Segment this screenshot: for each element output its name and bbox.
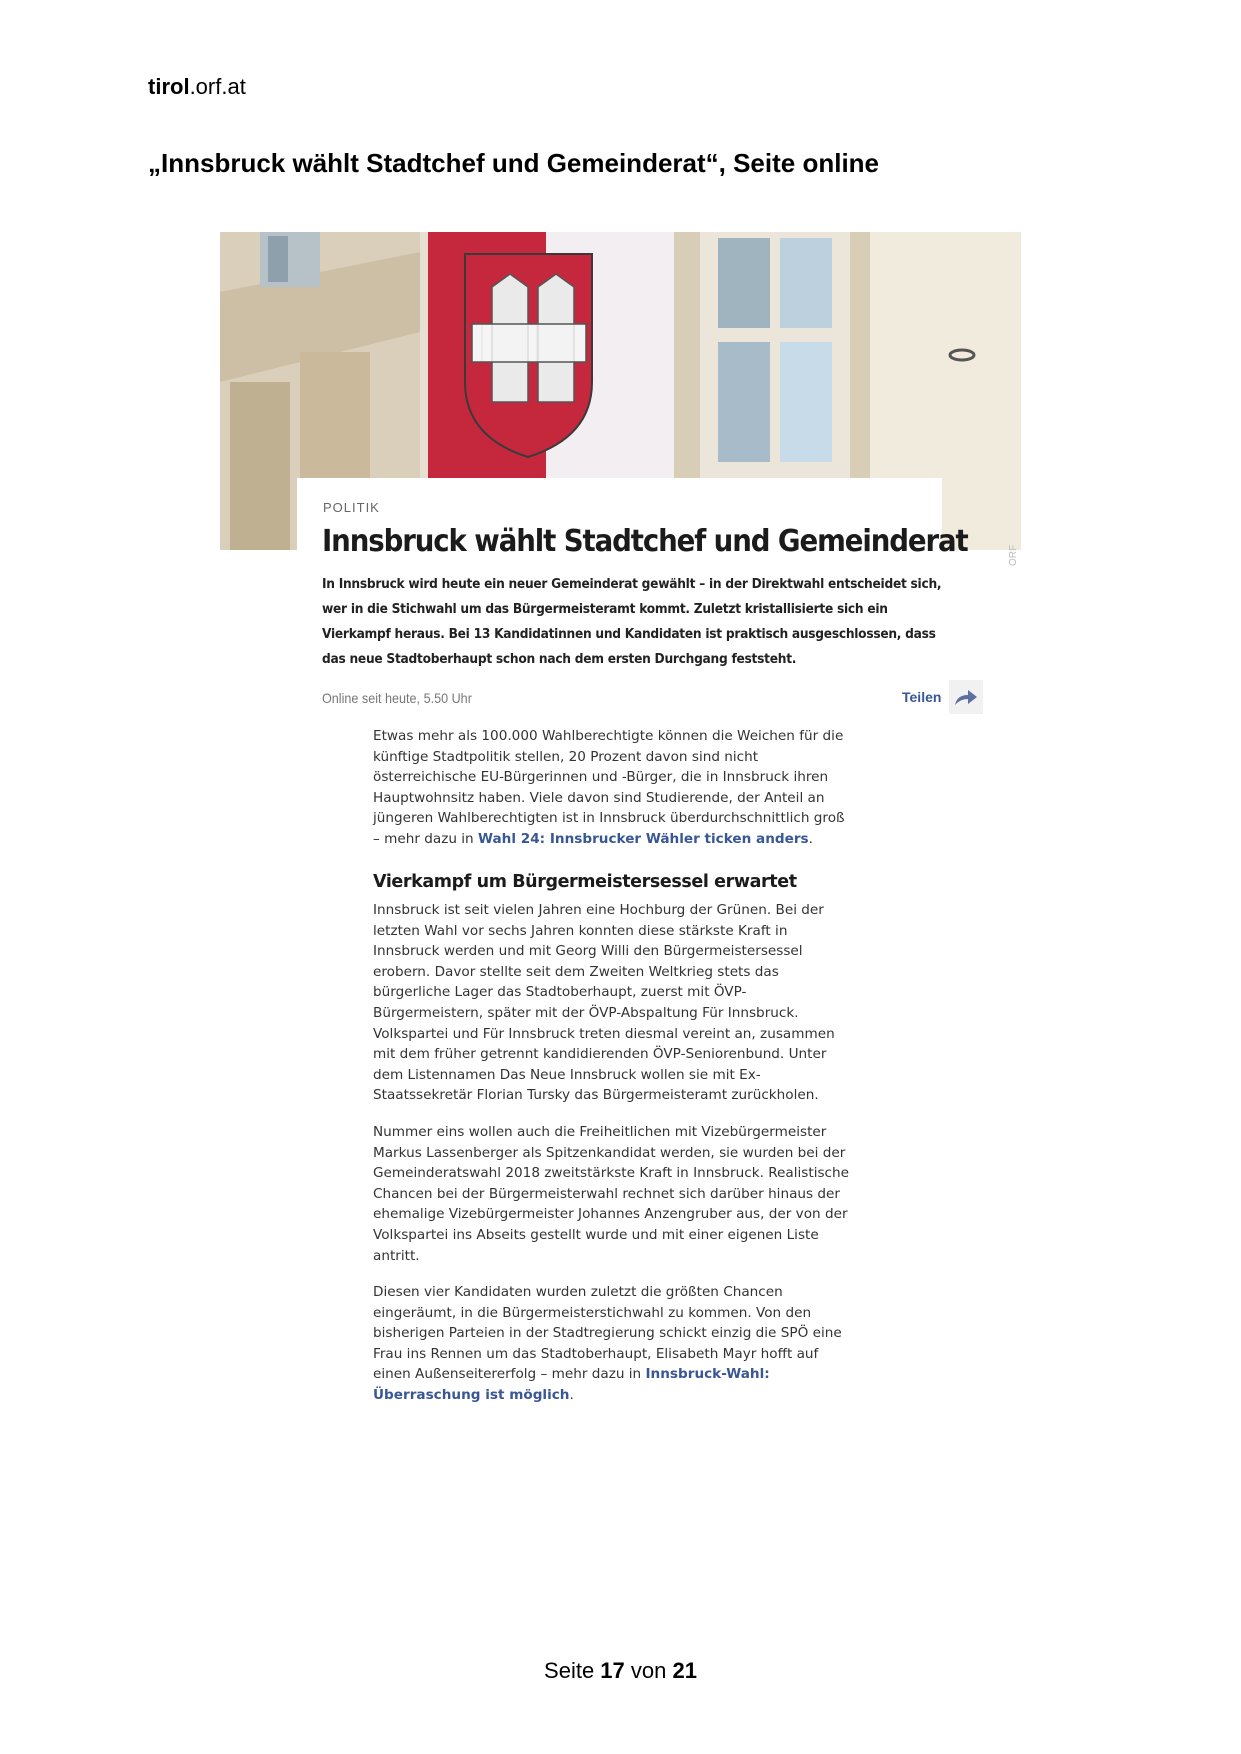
link-wahl-24[interactable]: Wahl 24: Innsbrucker Wähler ticken anders [478, 830, 809, 847]
lead-line: wer in die Stichwahl um das Bürgermeisteramt kommt. Zuletzt kristallisierte sich ein [322, 601, 888, 617]
link-innsbruck-wahl[interactable]: Innsbruck-Wahl: [645, 1366, 770, 1383]
para-line: mit dem früher getrennt kandidierenden ÖVP-Seniorenbund. Unter [373, 1046, 827, 1063]
para-line: Markus Lassenberger als Spitzenkandidat werden, sie wurden bei der [373, 1144, 846, 1161]
para-line: Volkspartei und Für Innsbruck treten diesmal vereint an, zusammen [373, 1025, 835, 1042]
share-arrow-icon[interactable] [949, 680, 983, 714]
article-headline: Innsbruck wählt Stadtchef und Gemeinderat [322, 524, 968, 559]
lead-line: In Innsbruck wird heute ein neuer Gemeinderat gewählt – in der Direktwahl entscheidet sich, [322, 576, 942, 592]
para-line: Etwas mehr als 100.000 Wahlberechtigte können die Weichen für die [373, 728, 844, 744]
paragraph-3 [373, 1122, 873, 1266]
para-line: antritt. [373, 1247, 420, 1264]
para-line: Überraschung ist möglich. [373, 1386, 574, 1403]
para-line: – mehr dazu in Wahl 24: Innsbrucker Wähler ticken anders. [373, 830, 813, 847]
page-number: 17 [600, 1658, 625, 1683]
share-label[interactable]: Teilen [902, 689, 942, 705]
para-line: eingeräumt, in die Bürgermeisterstichwahl zu kommen. Von den [373, 1304, 812, 1321]
paragraph-2 [373, 900, 873, 1106]
para-line: Innsbruck ist seit vielen Jahren eine Hochburg der Grünen. Bei der [373, 902, 824, 918]
para-line: ehemalige Vizebürgermeister Johannes Anzengruber aus, der von der [373, 1206, 848, 1223]
para-line: erobern. Davor stellte seit dem Zweiten Weltkrieg stets das [373, 963, 779, 980]
para-line: einen Außenseitererfolg – mehr dazu in Innsbruck-Wahl: [373, 1366, 770, 1383]
para-line: Bürgermeistern, später mit der ÖVP-Abspaltung Für Innsbruck. [373, 1004, 799, 1021]
lead-line: das neue Stadtoberhaupt schon nach dem ersten Durchgang feststeht. [322, 651, 797, 667]
para-line: künftige Stadtpolitik stellen, 20 Prozent davon sind nicht [373, 748, 759, 765]
para-line: Gemeinderatswahl 2018 zweitstärkste Kraft in Innsbruck. Realistische [373, 1165, 850, 1182]
para-line: bürgerliche Lager das Stadtoberhaupt, zuerst mit ÖVP- [373, 984, 747, 1001]
image-credit: ORF [1008, 544, 1019, 566]
page-total: 21 [672, 1658, 697, 1683]
para-line: dem Listennamen Das Neue Innsbruck wollen sie mit Ex- [373, 1066, 761, 1083]
paragraph-1 [373, 726, 873, 850]
para-line: bisherigen Parteien in der Stadtregierung schickt einzig die SPÖ eine [373, 1325, 842, 1342]
para-line: Volkspartei ins Abseits gestellt wurde und mit einer eigenen Liste [373, 1226, 819, 1243]
para-line: Nummer eins wollen auch die Freiheitlichen mit Vizebürgermeister [373, 1124, 827, 1140]
para-line: österreichische EU-Bürgerinnen und -Bürger, die in Innsbruck ihren [373, 769, 829, 786]
para-line: letzten Wahl vor sechs Jahren konnten diese stärkste Kraft in [373, 922, 788, 939]
para-line: Hauptwohnsitz haben. Viele davon sind Studierende, der Anteil an [373, 789, 825, 806]
para-line: Diesen vier Kandidaten wurden zuletzt die größten Chancen [373, 1284, 783, 1300]
doc-source: tirol.orf.at [148, 74, 246, 99]
para-line: jüngeren Wahlberechtigten ist in Innsbruck überdurchschnittlich groß [373, 810, 845, 827]
para-line: Innsbruck werden und mit Georg Willi den Bürgermeistersessel [373, 943, 803, 960]
lead-line: Vierkampf heraus. Bei 13 Kandidatinnen und Kandidaten ist praktisch ausgeschlossen, dass [322, 626, 936, 642]
paragraph-4 [373, 1282, 873, 1406]
para-line: Chancen bei der Bürgermeisterwahl rechnet sich darüber hinaus der [373, 1185, 841, 1202]
share-button[interactable] [902, 680, 983, 714]
para-line: Frau ins Rennen um das Stadtoberhaupt, Elisabeth Mayr hofft auf [373, 1345, 819, 1362]
page-footer: Seite 17 von 21 [544, 1658, 697, 1683]
section-heading: Vierkampf um Bürgermeistersessel erwartet [373, 872, 797, 892]
link-innsbruck-wahl-cont[interactable]: Überraschung ist möglich [373, 1386, 570, 1403]
doc-heading: „Innsbruck wählt Stadtchef und Gemeinderat“, Seite online [148, 148, 880, 178]
article-category[interactable]: POLITIK [323, 500, 380, 515]
para-line: Staatssekretär Florian Tursky das Bürgermeisteramt zurückholen. [373, 1087, 819, 1104]
article-lead [322, 572, 942, 672]
publish-time: Online seit heute, 5.50 Uhr [322, 690, 472, 706]
